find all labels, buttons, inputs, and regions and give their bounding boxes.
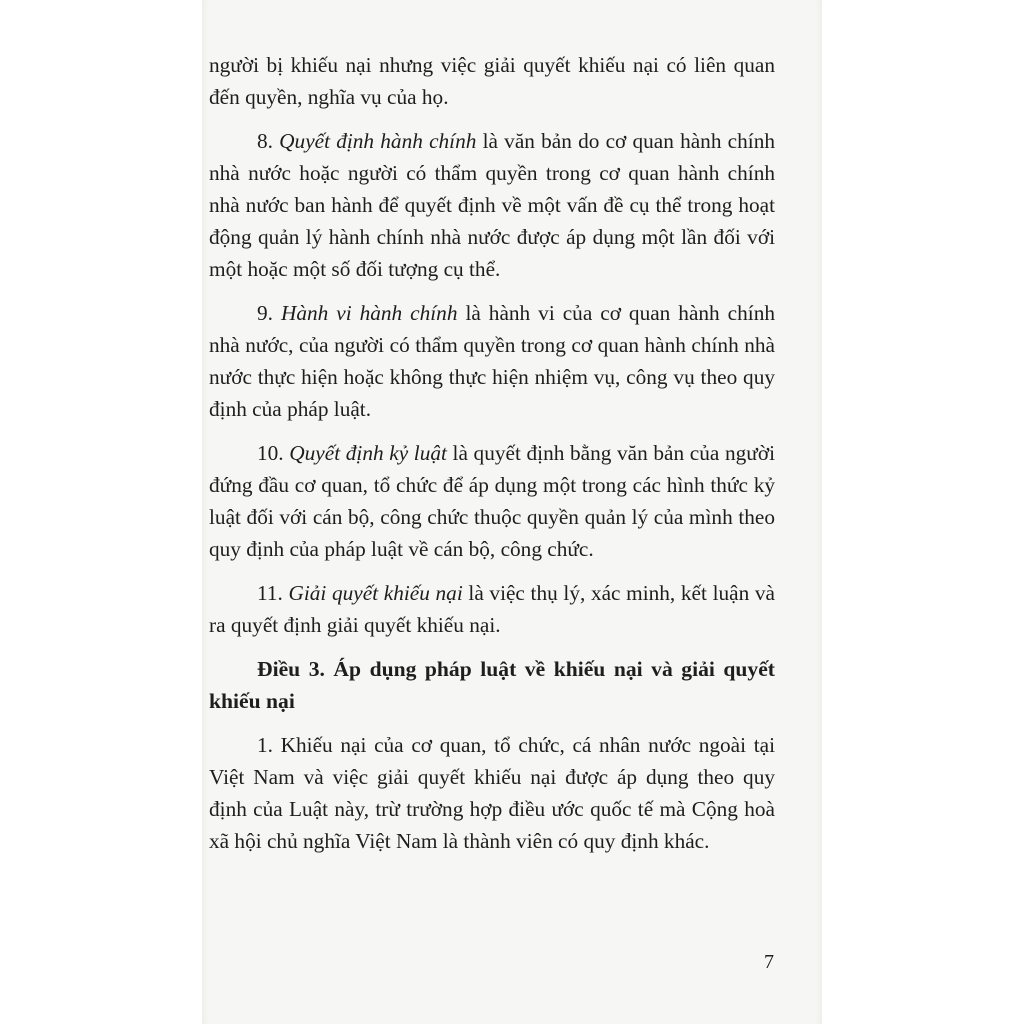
defined-term: Giải quyết khiếu nại	[288, 581, 463, 605]
item-number: 10.	[257, 441, 290, 465]
article-heading: Điều 3. Áp dụng pháp luật về khiếu nại và giải quyết khiếu nại	[209, 657, 775, 713]
page-number: 7	[764, 951, 774, 973]
defined-term: Quyết định hành chính	[279, 129, 477, 153]
definition-paragraph-9	[209, 297, 775, 425]
definition-text: là hành vi của cơ quan hành chính nhà nước, của người có thẩm quyền trong cơ quan hành chính nhà nước thực hiện hoặc không thực hiện nhiệm vụ, công vụ theo quy định của pháp luật.	[209, 301, 775, 421]
defined-term: Hành vi hành chính	[280, 301, 458, 325]
article-paragraph-1: 1. Khiếu nại của cơ quan, tổ chức, cá nhân nước ngoài tại Việt Nam và việc giải quyết khiếu nại được áp dụng theo quy định của Luật này, trừ trường hợp điều ước quốc tế mà Cộng hoà xã hội chủ nghĩa Việt Nam là thành viên có quy định khác.	[209, 733, 775, 853]
definition-paragraph-11	[209, 577, 775, 641]
definition-text: là quyết định bằng văn bản của người đứng đầu cơ quan, tổ chức để áp dụng một trong các hình thức kỷ luật đối với cán bộ, công chức thuộc quyền quản lý của mình theo quy định của pháp luật về cán bộ, công chức.	[209, 441, 775, 561]
definition-paragraph-10	[209, 437, 775, 565]
definition-paragraph-8	[209, 125, 775, 285]
item-number: 8.	[257, 129, 280, 153]
defined-term: Quyết định kỷ luật	[289, 441, 447, 465]
book-page	[202, 0, 822, 1024]
definition-text: là văn bản do cơ quan hành chính nhà nước hoặc người có thẩm quyền trong cơ quan hành chính nhà nước ban hành để quyết định về một vấn đề cụ thể trong hoạt động quản lý hành chính nhà nước được áp dụng một lần đối với một hoặc một số đối tượng cụ thể.	[209, 129, 775, 281]
paragraph-text: người bị khiếu nại nhưng việc giải quyết khiếu nại có liên quan đến quyền, nghĩa vụ của họ.	[209, 53, 775, 109]
definition-text: là việc thụ lý, xác minh, kết luận và ra quyết định giải quyết khiếu nại.	[209, 581, 775, 637]
item-number: 9.	[257, 301, 281, 325]
page-content	[209, 49, 775, 869]
item-number: 11.	[257, 581, 289, 605]
paragraph-continuation	[209, 49, 775, 113]
